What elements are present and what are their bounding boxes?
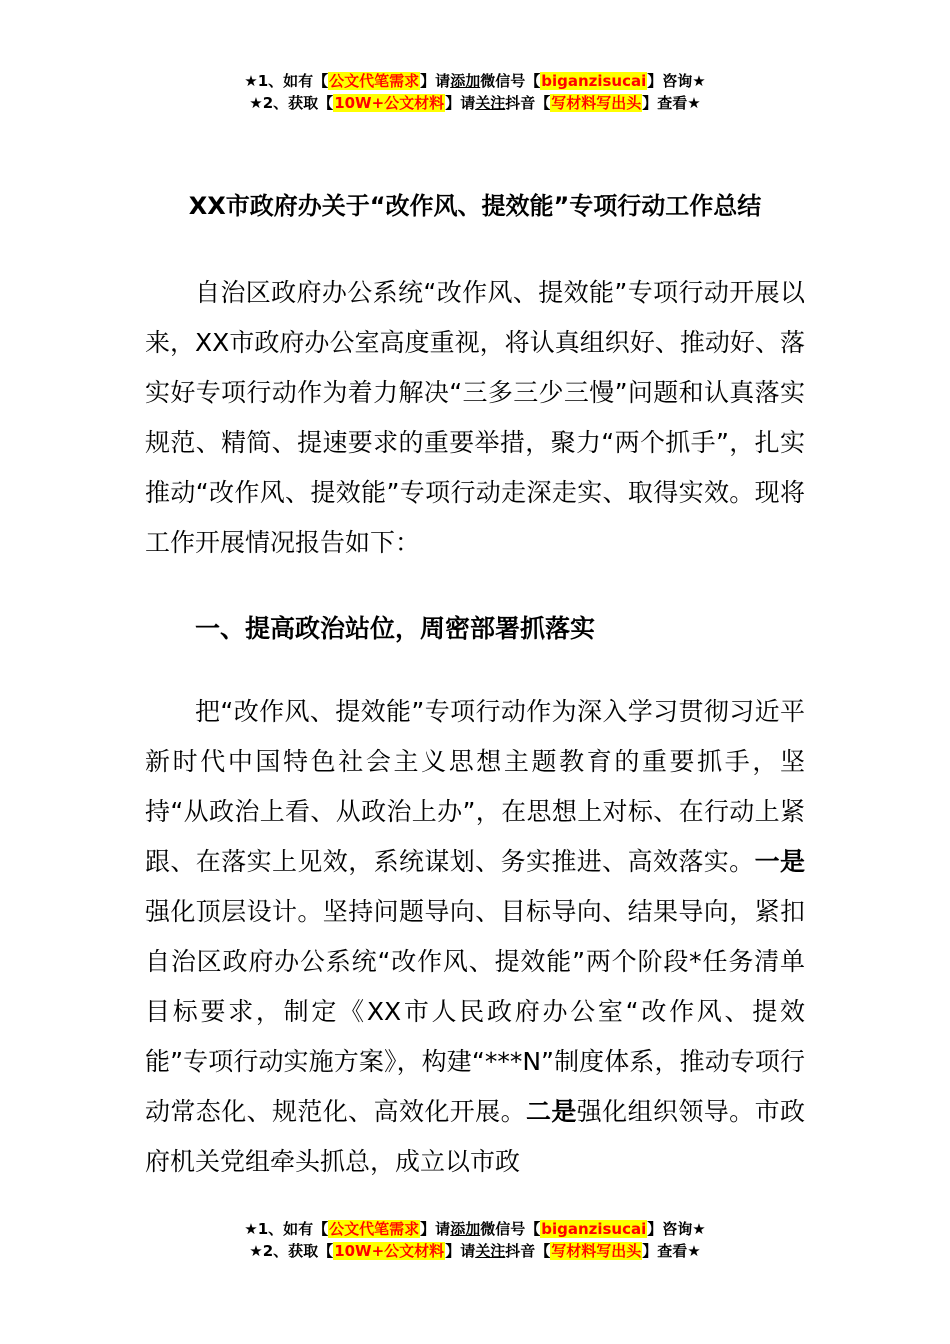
document-title: XX市政府办关于“改作风、提效能”专项行动工作总结 <box>188 192 762 220</box>
banner-highlight: 10W+公文材料 <box>334 1242 445 1260</box>
banner-douyin-id: 写材料写出头 <box>551 1242 642 1260</box>
header-banner <box>0 70 950 114</box>
banner-text: 】咨询★ <box>647 72 706 90</box>
banner-text: 】查看★ <box>642 94 701 112</box>
banner-text: 抖音【 <box>505 94 551 112</box>
banner-underlined: 关注 <box>475 1242 506 1260</box>
banner-text: ★2、获取【 <box>249 1242 334 1260</box>
lead-marker-2: 二是 <box>525 1097 577 1126</box>
section-1-heading: 一、提高政治站位，周密部署抓落实 <box>195 614 596 643</box>
banner-underlined: 添加 <box>450 72 481 90</box>
banner-text: 微信号【 <box>480 72 541 90</box>
paragraph-text: 强化顶层设计。坚持问题导向、目标导向、结果导向，紧扣自治区政府办公系统“改作风、提效能”两个阶段*任务清单目标要求，制定《XX市人民政府办公室“改作风、提效能”专项行动实施方案》，构建“***N”制度体系，推动专项行动常态化、规范化、高效化开展。 <box>145 897 805 1126</box>
paragraph-text: 把“改作风、提效能”专项行动作为深入学习贯彻习近平新时代中国特色社会主义思想主题教育的重要抓手，坚持“从政治上看、从政治上办”，在思想上对标、在行动上紧跟、在落实上见效，系统谋划、务实推进、高效落实。 <box>145 697 805 876</box>
banner-douyin-id: 写材料写出头 <box>551 94 642 112</box>
section-1-paragraph <box>145 687 805 1187</box>
banner-line-2 <box>0 92 950 114</box>
banner-highlight: 公文代笔需求 <box>329 1220 420 1238</box>
banner-text: ★1、如有【 <box>244 1220 329 1238</box>
banner-line-1 <box>0 1218 950 1240</box>
banner-wechat-id: biganzisucai <box>541 1220 647 1238</box>
lead-marker-1: 一是 <box>754 847 805 876</box>
banner-highlight: 10W+公文材料 <box>334 94 445 112</box>
banner-text: 】咨询★ <box>647 1220 706 1238</box>
banner-text: 】请 <box>445 1242 476 1260</box>
banner-line-2 <box>0 1240 950 1262</box>
paragraph-text: 强化组织领导。市政府机关党组牵头抓总，成立以市政 <box>145 1097 805 1176</box>
banner-underlined: 关注 <box>475 94 506 112</box>
banner-text: ★2、获取【 <box>249 94 334 112</box>
intro-paragraph: 自治区政府办公系统“改作风、提效能”专项行动开展以来，XX市政府办公室高度重视，将认真组织好、推动好、落实好专项行动作为着力解决“三多三少三慢”问题和认真落实规范、精简、提速要求的重要举措，聚力“两个抓手”，扎实推动“改作风、提效能”专项行动走深走实、取得实效。现将工作开展情况报告如下： <box>145 278 805 557</box>
banner-text: 】查看★ <box>642 1242 701 1260</box>
banner-underlined: 添加 <box>450 1220 481 1238</box>
banner-text: 】请 <box>420 1220 451 1238</box>
banner-text: 微信号【 <box>480 1220 541 1238</box>
banner-text: 】请 <box>445 94 476 112</box>
banner-text: 抖音【 <box>505 1242 551 1260</box>
banner-text: 】请 <box>420 72 451 90</box>
banner-highlight: 公文代笔需求 <box>329 72 420 90</box>
banner-line-1 <box>0 70 950 92</box>
banner-text: ★1、如有【 <box>244 72 329 90</box>
banner-wechat-id: biganzisucai <box>541 72 647 90</box>
footer-banner <box>0 1218 950 1262</box>
